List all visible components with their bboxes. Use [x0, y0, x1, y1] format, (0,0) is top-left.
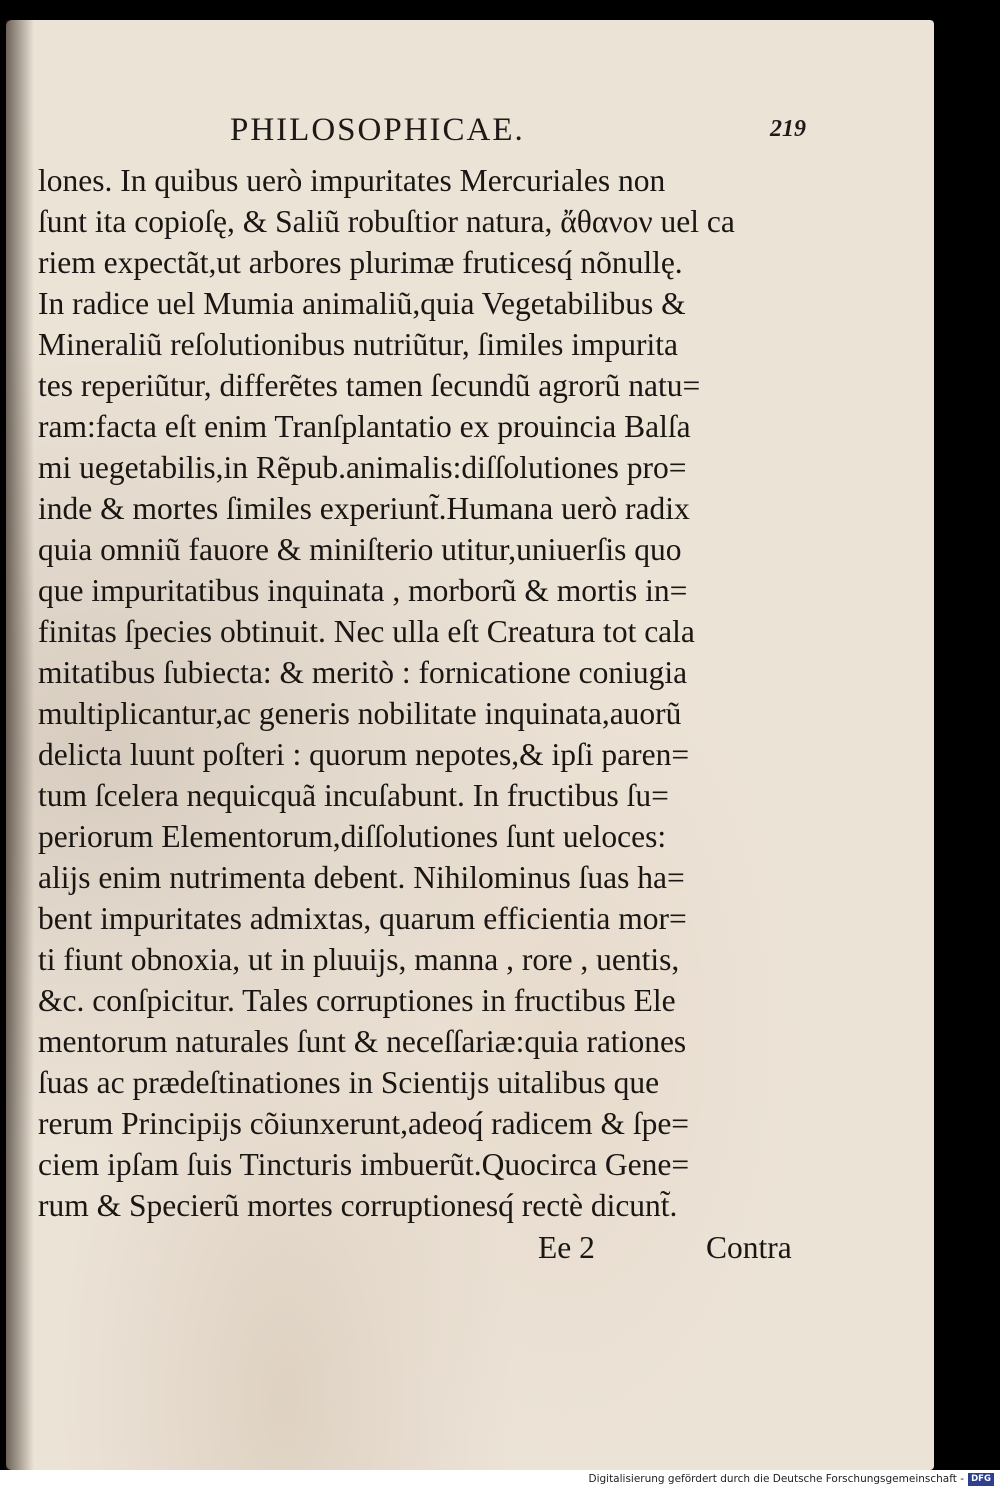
text-block: [38, 160, 828, 1270]
text-line: que impuritatibus inquinata , morborũ & mortis in=: [38, 573, 688, 608]
text-line: periorum Elementorum,diſſolutiones ſunt ueloces:: [38, 819, 667, 854]
text-line: ram:facta eſt enim Tranſplantatio ex prouincia Balſa: [38, 409, 691, 444]
text-line: ti fiunt obnoxia, ut in pluuijs, manna , rore , uentis,: [38, 942, 680, 977]
catchword: Contra: [706, 1230, 792, 1265]
text-line: ciem ipſam ſuis Tincturis imbuerũt.Quocirca Gene=: [38, 1147, 690, 1182]
text-line: inde & mortes ſimiles experiunt̃.Humana uerò radix: [38, 491, 690, 526]
text-line: alijs enim nutrimenta debent. Nihilominus ſuas ha=: [38, 860, 685, 895]
signature-mark: Ee 2: [538, 1230, 595, 1265]
text-line: rerum Principijs cõiunxerunt,adeoq́ radicem & ſpe=: [38, 1106, 690, 1141]
text-line: rum & Specierũ mortes corruptionesq́ rectè dicunt̃.: [38, 1188, 678, 1223]
text-line: riem expectãt,ut arbores plurimæ fruticesq́ nõnullę.: [38, 245, 683, 280]
text-line: finitas ſpecies obtinuit. Nec ulla eſt Creatura tot cala: [38, 614, 695, 649]
text-line: delicta luunt poſteri : quorum nepotes,& ipſi paren=: [38, 737, 690, 772]
text-line: mi uegetabilis,in Rẽpub.animalis:diſſolutiones pro=: [38, 450, 687, 485]
credit-text: Digitalisierung gefördert durch die Deutsche Forschungsgemeinschaft -: [588, 1473, 964, 1485]
dfg-logo: DFG: [968, 1473, 994, 1486]
text-line: ſunt ita copioſę, & Saliũ robuſtior natura, ἄθανον uel ca: [38, 204, 735, 239]
text-line: tum ſcelera nequicquã incuſabunt. In fructibus ſu=: [38, 778, 669, 813]
folio-number: 219: [770, 116, 806, 142]
text-line: multiplicantur,ac generis nobilitate inquinata,auorũ: [38, 696, 682, 731]
text-line: tes reperiũtur, differẽtes tamen ſecundũ agrorũ natu=: [38, 368, 701, 403]
text-line: quia omniũ fauore & miniſterio utitur,uniuerſis quo: [38, 532, 682, 567]
gutter-shadow: [6, 20, 34, 1470]
running-title: PHILOSOPHICAE.: [230, 112, 525, 148]
text-line: bent impuritates admixtas, quarum efficientia mor=: [38, 901, 687, 936]
text-line: Mineraliũ reſolutionibus nutriũtur, ſimiles impurita: [38, 327, 679, 362]
page-foot: [38, 1226, 828, 1270]
text-line: lones. In quibus uerò impuritates Mercuriales non: [38, 163, 666, 198]
text-line: mentorum naturales ſunt & neceſſariæ:quia rationes: [38, 1024, 687, 1059]
text-line: mitatibus ſubiecta: & meritò : fornicatione coniugia: [38, 655, 688, 690]
credit-bar: [0, 1470, 1000, 1490]
text-line: In radice uel Mumia animaliũ,quia Vegetabilibus &: [38, 286, 686, 321]
text-line: ſuas ac prædeſtinationes in Scientijs uitalibus que: [38, 1065, 660, 1100]
text-line: &c. conſpicitur. Tales corruptiones in fructibus Ele: [38, 983, 676, 1018]
